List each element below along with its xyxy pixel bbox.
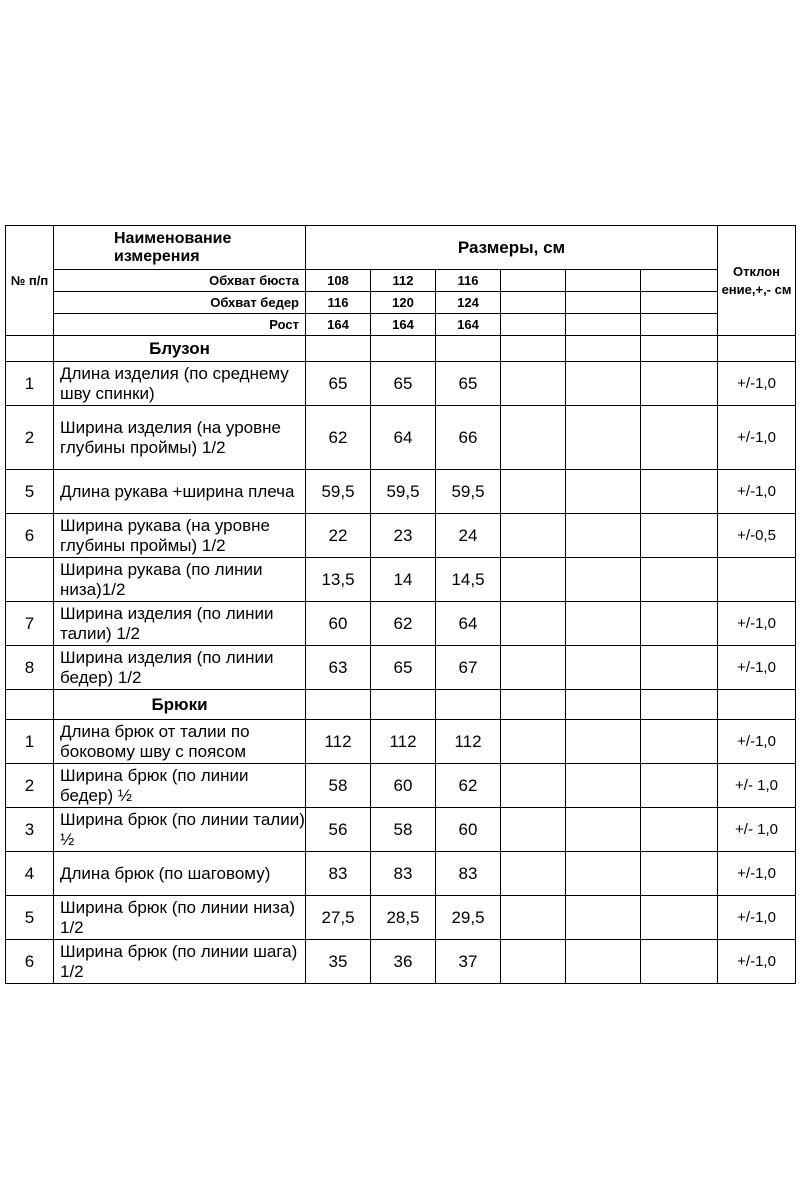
- size-value: 58: [371, 808, 436, 852]
- size-value: 65: [371, 646, 436, 690]
- row-number: 1: [6, 720, 54, 764]
- size-value: 59,5: [306, 470, 371, 514]
- size-value: 36: [371, 940, 436, 984]
- size-value: 13,5: [306, 558, 371, 602]
- size-value: 60: [436, 808, 501, 852]
- size-value: 63: [306, 646, 371, 690]
- deviation-value: +/-1,0: [718, 896, 796, 940]
- measurement-name: Ширина брюк (по линии бедер) ½: [54, 764, 306, 808]
- section-row: [6, 336, 796, 362]
- section-title: Брюки: [54, 690, 306, 720]
- size-value: 66: [436, 406, 501, 470]
- measurement-name: Длина брюк (по шаговому): [54, 852, 306, 896]
- size-value: 60: [306, 602, 371, 646]
- size-value: 14,5: [436, 558, 501, 602]
- table-row: [6, 852, 796, 896]
- param-row-hips: [6, 292, 796, 314]
- name-header: Наименование измерения: [54, 226, 306, 270]
- deviation-value: +/-1,0: [718, 852, 796, 896]
- deviation-value: +/- 1,0: [718, 764, 796, 808]
- param-value: 116: [436, 270, 501, 292]
- size-value: 59,5: [371, 470, 436, 514]
- table-row: [6, 720, 796, 764]
- row-number: 3: [6, 808, 54, 852]
- sizes-header: Размеры, см: [306, 226, 718, 270]
- row-number: 7: [6, 602, 54, 646]
- deviation-value: [718, 558, 796, 602]
- size-value: 14: [371, 558, 436, 602]
- table-row: [6, 602, 796, 646]
- size-value: 83: [371, 852, 436, 896]
- deviation-value: +/-1,0: [718, 940, 796, 984]
- size-value: 29,5: [436, 896, 501, 940]
- param-row-height: [6, 314, 796, 336]
- param-label: Рост: [54, 314, 306, 336]
- section-row: [6, 690, 796, 720]
- deviation-header: Отклон ение,+,- см: [718, 226, 796, 336]
- measurement-name: Ширина рукава (по линии низа)1/2: [54, 558, 306, 602]
- size-value: 24: [436, 514, 501, 558]
- deviation-value: +/- 1,0: [718, 808, 796, 852]
- size-value: 23: [371, 514, 436, 558]
- table-row: [6, 896, 796, 940]
- param-row-bust: [6, 270, 796, 292]
- param-value: 112: [371, 270, 436, 292]
- size-value: 65: [371, 362, 436, 406]
- param-value: 164: [436, 314, 501, 336]
- row-number: 5: [6, 896, 54, 940]
- measurement-name: Длина изделия (по среднему шву спинки): [54, 362, 306, 406]
- measurement-name: Длина рукава +ширина плеча: [54, 470, 306, 514]
- size-value: 60: [371, 764, 436, 808]
- size-value: 27,5: [306, 896, 371, 940]
- size-value: 112: [306, 720, 371, 764]
- size-value: 65: [436, 362, 501, 406]
- size-value: 28,5: [371, 896, 436, 940]
- size-value: 62: [306, 406, 371, 470]
- table-row: [6, 764, 796, 808]
- row-number: [6, 558, 54, 602]
- header-row-top: [6, 226, 796, 270]
- size-value: 112: [371, 720, 436, 764]
- row-number: 2: [6, 764, 54, 808]
- size-value: 56: [306, 808, 371, 852]
- row-number: 4: [6, 852, 54, 896]
- param-value: 120: [371, 292, 436, 314]
- size-chart-table: [5, 225, 796, 984]
- param-value: 164: [306, 314, 371, 336]
- row-number: 1: [6, 362, 54, 406]
- size-value: 62: [436, 764, 501, 808]
- measurement-name: Ширина брюк (по линии талии) ½: [54, 808, 306, 852]
- size-value: 67: [436, 646, 501, 690]
- section-title: Блузон: [54, 336, 306, 362]
- deviation-value: +/-1,0: [718, 602, 796, 646]
- measurement-name: Ширина брюк (по линии низа) 1/2: [54, 896, 306, 940]
- measurement-name: Ширина брюк (по линии шага) 1/2: [54, 940, 306, 984]
- size-value: 65: [306, 362, 371, 406]
- table-row: [6, 362, 796, 406]
- size-value: 112: [436, 720, 501, 764]
- table-row: [6, 940, 796, 984]
- table-row: [6, 514, 796, 558]
- param-label: Обхват бедер: [54, 292, 306, 314]
- measurement-name: Ширина изделия (на уровне глубины проймы) 1/2: [54, 406, 306, 470]
- size-value: 35: [306, 940, 371, 984]
- param-value: 116: [306, 292, 371, 314]
- measurement-name: Ширина рукава (на уровне глубины проймы) 1/2: [54, 514, 306, 558]
- param-value: 108: [306, 270, 371, 292]
- size-value: 22: [306, 514, 371, 558]
- size-value: 62: [371, 602, 436, 646]
- size-value: 58: [306, 764, 371, 808]
- table-row: [6, 406, 796, 470]
- size-value: 83: [436, 852, 501, 896]
- table-row: [6, 808, 796, 852]
- param-value: 164: [371, 314, 436, 336]
- table-row: [6, 646, 796, 690]
- deviation-value: +/-1,0: [718, 362, 796, 406]
- param-value: 124: [436, 292, 501, 314]
- table-row: [6, 470, 796, 514]
- measurement-name: Ширина изделия (по линии бедер) 1/2: [54, 646, 306, 690]
- measurement-name: Длина брюк от талии по боковому шву с поясом: [54, 720, 306, 764]
- size-value: 83: [306, 852, 371, 896]
- size-value: 37: [436, 940, 501, 984]
- measurement-name: Ширина изделия (по линии талии) 1/2: [54, 602, 306, 646]
- row-number: 2: [6, 406, 54, 470]
- table-row: [6, 558, 796, 602]
- size-value: 59,5: [436, 470, 501, 514]
- row-number: 5: [6, 470, 54, 514]
- row-number: 6: [6, 514, 54, 558]
- size-value: 64: [436, 602, 501, 646]
- deviation-value: +/-0,5: [718, 514, 796, 558]
- deviation-value: +/-1,0: [718, 406, 796, 470]
- deviation-value: +/-1,0: [718, 646, 796, 690]
- row-number: 8: [6, 646, 54, 690]
- deviation-value: +/-1,0: [718, 470, 796, 514]
- row-number: 6: [6, 940, 54, 984]
- size-value: 64: [371, 406, 436, 470]
- num-header: № п/п: [6, 226, 54, 336]
- param-label: Обхват бюста: [54, 270, 306, 292]
- deviation-value: +/-1,0: [718, 720, 796, 764]
